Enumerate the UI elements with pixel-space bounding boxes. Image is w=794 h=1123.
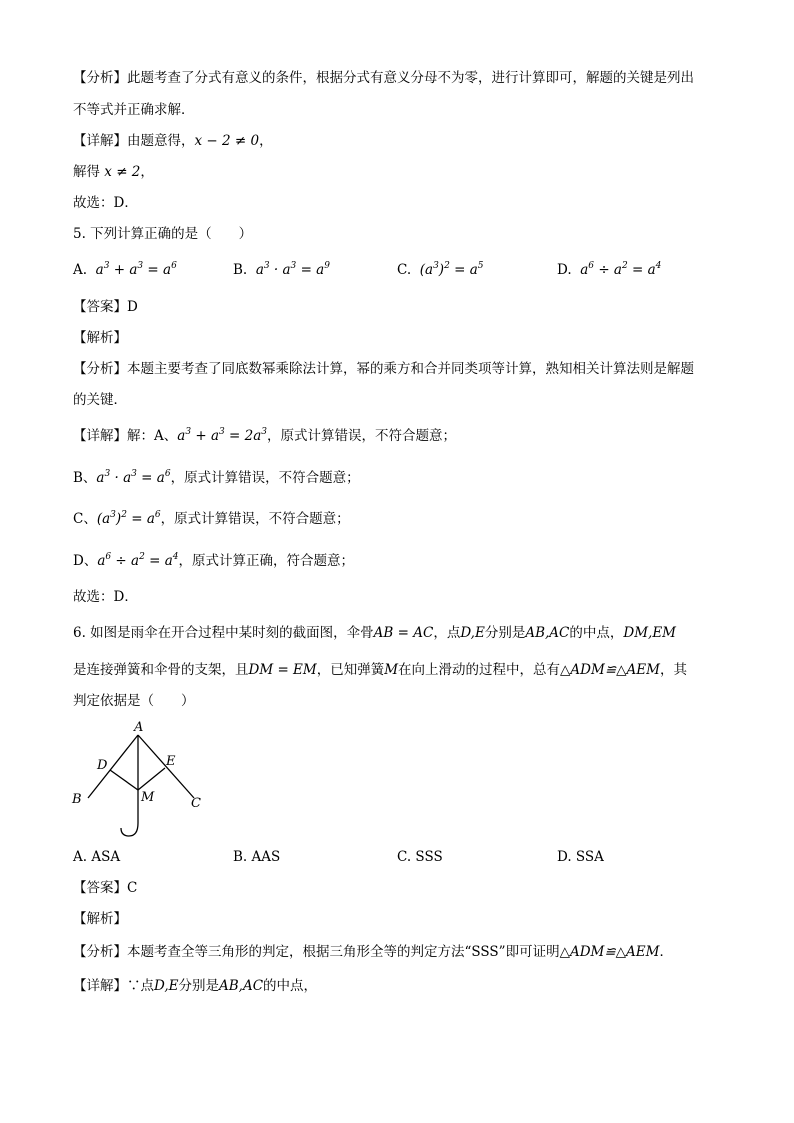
q6-stem-line3: 判定依据是（ ）: [73, 693, 195, 709]
q5-option-b: B. $a^3 \cdot a^3 = a^9$: [233, 261, 330, 278]
label-d: D: [97, 758, 108, 773]
q6-option-d: D. SSA: [557, 849, 604, 865]
label-m: M: [141, 790, 155, 805]
q6-stem-line2: 是连接弹簧和伞骨的支架，且DM = EM，已知弹簧M在向上滑动的过程中，总有△ADM≌△AEM，其: [73, 662, 687, 678]
q5-option-d: D. $a^6 \div a^2 = a^4$: [557, 261, 662, 278]
q4-analysis: 【分析】此题考查了分式有意义的条件，根据分式有意义分母不为零，进行计算即可，解题的关键是列出: [73, 70, 694, 86]
q5-answer: 【答案】D: [73, 299, 138, 315]
q5-analysis-cont: 的关键．: [73, 392, 127, 408]
q4-choice: 故选：D．: [73, 195, 138, 211]
q5-choice: 故选：D．: [73, 589, 138, 605]
strut-em: [138, 768, 165, 790]
q5-detail-c: C、$(a^3)^2 = a^6$，原式计算错误，不符合题意；: [73, 510, 350, 527]
q5-stem: 5. 下列计算正确的是（ ）: [73, 226, 253, 242]
handle: [121, 823, 138, 836]
q6-option-c: C. SSS: [397, 849, 443, 865]
q6-option-b: B. AAS: [233, 849, 281, 865]
q5-detail-d: D、$a^6 \div a^2 = a^4$，原式计算正确，符合题意；: [73, 552, 354, 569]
q5-jiexi: 【解析】: [73, 330, 127, 346]
q6-answer: 【答案】C: [73, 880, 138, 896]
umbrella-figure: [70, 718, 210, 840]
q5-option-c: C. $(a^3)^2 = a^5$: [397, 261, 484, 278]
q6-option-a: A. ASA: [73, 849, 121, 865]
strut-dm: [110, 770, 138, 790]
q6-detail: 【详解】∵点D,E分别是AB,AC的中点，: [73, 978, 318, 994]
q6-stem-line1: 6. 如图是雨伞在开合过程中某时刻的截面图，伞骨AB = AC，点D,E分别是AB,AC的中点，DM,EM: [73, 625, 676, 641]
label-c: C: [191, 796, 201, 811]
q6-jiexi: 【解析】: [73, 911, 127, 927]
q4-detail: 【详解】由题意得，x − 2 ≠ 0，: [73, 133, 273, 149]
q4-solve: 解得 x ≠ 2，: [73, 164, 154, 180]
q5-detail-a: 【详解】解：A、$a^3 + a^3 = 2a^3$，原式计算错误，不符合题意；: [73, 427, 457, 444]
q5-analysis: 【分析】本题主要考查了同底数幂乘除法计算，幂的乘方和合并同类项等计算，熟知相关计算法则是解题: [73, 361, 694, 377]
label-e: E: [166, 754, 176, 769]
q5-option-a: A. $a^3 + a^3 = a^6$: [73, 261, 177, 278]
q6-analysis: 【分析】本题考查全等三角形的判定，根据三角形全等的判定方法“SSS”即可证明△ADM≌△AEM．: [73, 944, 673, 960]
q4-analysis-cont: 不等式并正确求解．: [73, 102, 195, 118]
label-a: A: [134, 720, 144, 735]
q5-detail-b: B、$a^3 \cdot a^3 = a^6$，原式计算错误，不符合题意；: [73, 469, 360, 486]
label-b: B: [72, 792, 82, 807]
rib-ab: [88, 735, 138, 798]
